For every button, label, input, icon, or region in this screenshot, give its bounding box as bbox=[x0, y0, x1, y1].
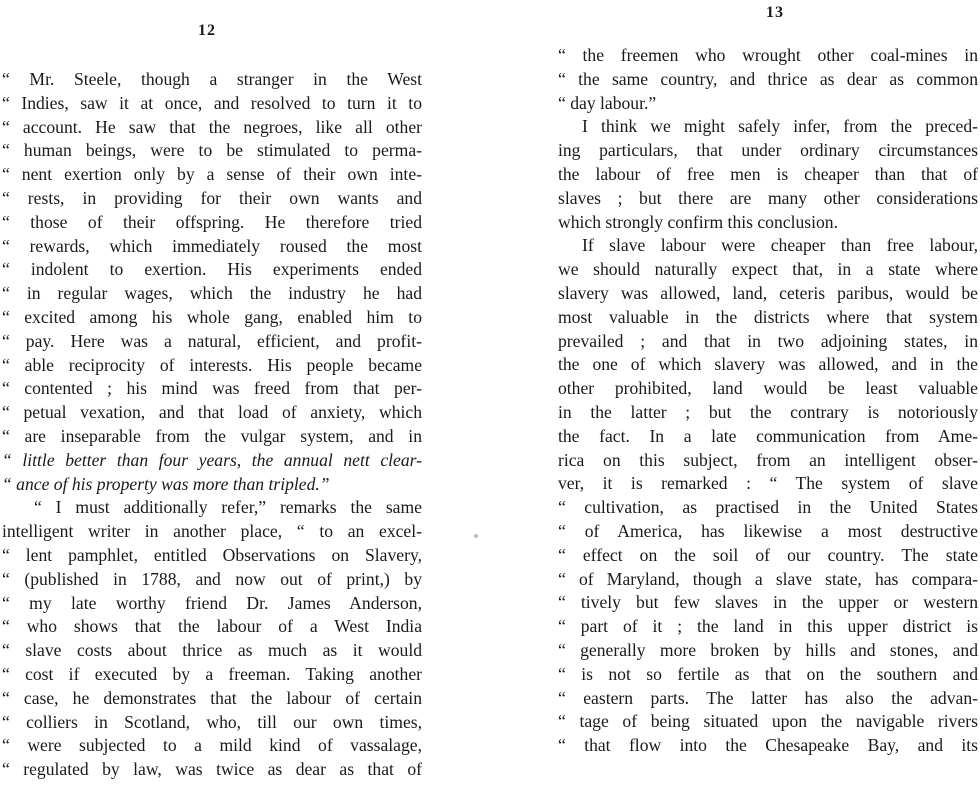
text-line: “ cultivation, as practised in the United States bbox=[558, 497, 978, 518]
text-line: the fact. In a late communication from Ame- bbox=[558, 425, 978, 446]
left-page-number: 12 bbox=[198, 22, 216, 39]
left-page bbox=[0, 0, 470, 789]
text-line: we should naturally expect that, in a state where bbox=[558, 259, 978, 280]
text-line: “ indolent to exertion. His experiments ended bbox=[2, 259, 422, 280]
text-line: ver, it is remarked : “ The system of slave bbox=[558, 473, 978, 494]
text-line: “ regulated by law, was twice as dear as that of bbox=[2, 759, 422, 780]
text-line: “ excited among his whole gang, enabled him to bbox=[2, 306, 422, 327]
text-line: “ in regular wages, which the industry he had bbox=[2, 283, 422, 304]
text-line: “ colliers in Scotland, who, till our own times, bbox=[2, 711, 422, 732]
text-line-italic: “ little better than four years, the annual nett clear- bbox=[2, 449, 422, 470]
text-line: “ day labour.” bbox=[558, 92, 657, 113]
right-page bbox=[550, 0, 980, 789]
text-line: slavery was allowed, land, ceteris paribus, would be bbox=[558, 282, 978, 303]
text-line: in the latter ; but the contrary is notoriously bbox=[558, 401, 978, 422]
text-line: “ the freemen who wrought other coal-mines in bbox=[558, 45, 978, 65]
text-line: “ cost if executed by a freeman. Taking another bbox=[2, 663, 422, 684]
text-line: “ able reciprocity of interests. His people became bbox=[2, 354, 422, 375]
text-line: “ human beings, were to be stimulated to perma- bbox=[2, 140, 422, 161]
text-line: “ petual vexation, and that load of anxiety, which bbox=[2, 402, 422, 423]
text-line: “ Indies, saw it at once, and resolved to turn it to bbox=[2, 92, 422, 113]
text-line-italic: “ ance of his property was more than tripled.” bbox=[2, 473, 330, 494]
text-line: “ of Maryland, though a slave state, has compara- bbox=[558, 568, 978, 589]
text-line: “ account. He saw that the negroes, like all other bbox=[2, 116, 422, 137]
text-line: “ that flow into the Chesapeake Bay, and its bbox=[558, 735, 978, 756]
text-line: slaves ; but there are many other considerations bbox=[558, 187, 978, 208]
text-line: “ were subjected to a mild kind of vassalage, bbox=[2, 735, 422, 756]
text-line: “ rests, in providing for their own wants and bbox=[2, 187, 422, 208]
text-line: “ tage of being situated upon the navigable rivers bbox=[558, 711, 978, 732]
text-line: “ the same country, and thrice as dear as common bbox=[558, 68, 978, 89]
text-line: “ of America, has likewise a most destructive bbox=[558, 520, 978, 541]
text-line: “ who shows that the labour of a West India bbox=[2, 616, 422, 637]
text-line: “ nent exertion only by a sense of their own inte- bbox=[2, 164, 422, 185]
left-page-text bbox=[0, 68, 470, 782]
text-line: ing particulars, that under ordinary circumstances bbox=[558, 140, 978, 161]
right-page-text bbox=[550, 44, 980, 758]
text-line: “ Mr. Steele, though a stranger in the West bbox=[2, 69, 422, 89]
text-line: “ pay. Here was a natural, efficient, and profit- bbox=[2, 330, 422, 351]
text-line: “ part of it ; the land in this upper district is bbox=[558, 616, 978, 637]
text-line: “ eastern parts. The latter has also the advan- bbox=[558, 687, 978, 708]
text-line: “ are inseparable from the vulgar system, and in bbox=[2, 425, 422, 446]
text-line: rica on this subject, from an intelligent obser- bbox=[558, 449, 978, 470]
text-line: “ case, he demonstrates that the labour of certain bbox=[2, 687, 422, 708]
text-line: “ generally more broken by hills and stones, and bbox=[558, 639, 978, 660]
text-line: “ my late worthy friend Dr. James Anderson, bbox=[2, 592, 422, 613]
text-line: “ (published in 1788, and now out of print,) by bbox=[2, 568, 422, 589]
text-line: “ tively but few slaves in the upper or western bbox=[558, 592, 978, 613]
paragraph-start-line: “ I must additionally refer,” remarks the same bbox=[34, 497, 422, 518]
text-line: “ contented ; his mind was freed from that per- bbox=[2, 378, 422, 399]
right-page-number: 13 bbox=[766, 4, 784, 21]
text-line: “ effect on the soil of our country. The state bbox=[558, 544, 978, 565]
text-line: the one of which slavery was allowed, and in the bbox=[558, 354, 978, 375]
text-line: “ lent pamphlet, entitled Observations on Slavery, bbox=[2, 544, 422, 565]
text-line: most valuable in the districts where that system bbox=[558, 306, 978, 327]
text-line: “ is not so fertile as that on the southern and bbox=[558, 663, 978, 684]
text-line: the labour of free men is cheaper than that of bbox=[558, 163, 978, 184]
text-line: “ those of their offspring. He therefore tried bbox=[2, 211, 422, 232]
text-line: “ rewards, which immediately roused the most bbox=[2, 235, 422, 256]
paragraph-start-line: I think we might safely infer, from the preced- bbox=[582, 116, 978, 137]
text-line: prevailed ; and that in two adjoining states, in bbox=[558, 330, 978, 351]
paragraph-start-line: If slave labour were cheaper than free labour, bbox=[582, 235, 978, 256]
text-line: intelligent writer in another place, “ to an excel- bbox=[2, 521, 422, 542]
text-line: which strongly confirm this conclusion. bbox=[558, 211, 838, 232]
text-line: “ slave costs about thrice as much as it would bbox=[2, 640, 422, 661]
text-line: other prohibited, land would be least valuable bbox=[558, 378, 978, 399]
gutter-speck bbox=[474, 534, 478, 538]
